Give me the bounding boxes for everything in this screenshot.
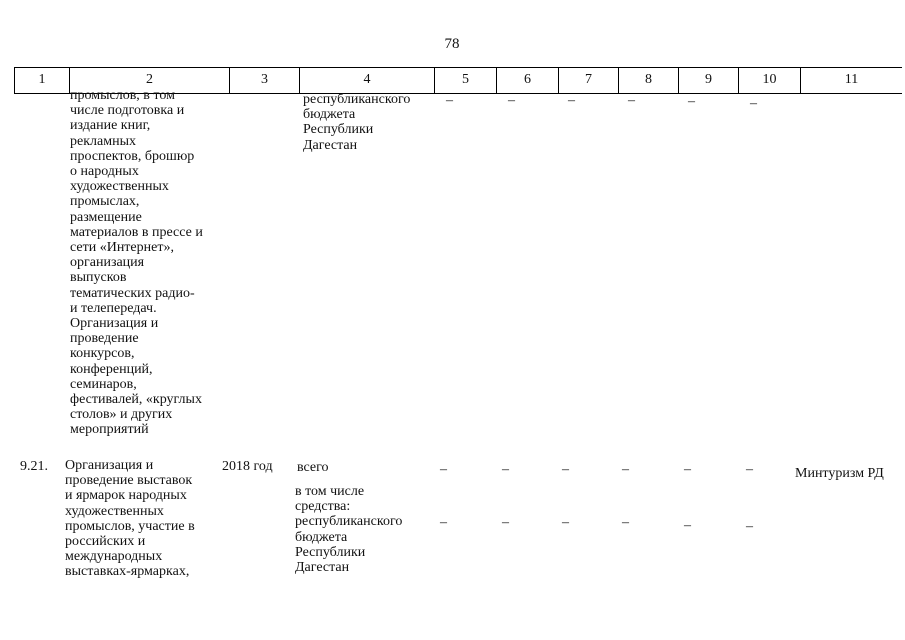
header-col-9: 9 bbox=[678, 68, 738, 93]
header-col-7: 7 bbox=[558, 68, 618, 93]
header-col-6: 6 bbox=[496, 68, 558, 93]
continued-row-value-5: – bbox=[446, 93, 453, 108]
continued-row-value-10: – bbox=[750, 96, 757, 111]
row-921-period: 2018 год bbox=[222, 459, 273, 474]
row-921-budget-value-8: – bbox=[622, 515, 629, 530]
continued-row-value-8: – bbox=[628, 93, 635, 108]
header-col-4: 4 bbox=[299, 68, 434, 93]
row-921-total-value-9: – bbox=[684, 462, 691, 477]
continued-row-value-6: – bbox=[508, 93, 515, 108]
row-921-budget-value-10: – bbox=[746, 519, 753, 534]
row-921-source-detail: в том числе средства: республиканского бюджета Республики Дагестан bbox=[295, 484, 403, 576]
row-921-number: 9.21. bbox=[20, 459, 48, 474]
continued-row-value-9: – bbox=[688, 94, 695, 109]
row-921-description: Организация и проведение выставок и ярмарок народных художественных промыслов, участие в российских и международных выставках-ярмарках, bbox=[65, 458, 195, 580]
row-921-total-value-6: – bbox=[502, 462, 509, 477]
header-col-5: 5 bbox=[434, 68, 496, 93]
row-921-budget-value-5: – bbox=[440, 515, 447, 530]
header-col-11: 11 bbox=[800, 68, 902, 93]
continued-row-description: промыслов, в том числе подготовка и издание книг, рекламных проспектов, брошюр о народных художественных промыслах, размещение материалов в прессе и сети «Интернет», организация выпусков тематических радио- и телепередач. Организация и проведение конкурсов, конференций, семинаров, фестивалей, «круглых столов» и других мероприятий bbox=[70, 88, 203, 438]
header-col-8: 8 bbox=[618, 68, 678, 93]
row-921-executor: Минтуризм РД bbox=[795, 466, 884, 481]
header-col-1: 1 bbox=[14, 68, 69, 93]
header-col-2: 2 bbox=[69, 68, 229, 93]
row-921-source-total: всего bbox=[297, 460, 329, 475]
header-col-10: 10 bbox=[738, 68, 800, 93]
page-number: 78 bbox=[444, 36, 460, 52]
header-col-3: 3 bbox=[229, 68, 299, 93]
row-921-budget-value-9: – bbox=[684, 518, 691, 533]
row-921-total-value-5: – bbox=[440, 462, 447, 477]
continued-row-source: республиканского бюджета Республики Дагестан bbox=[303, 92, 411, 153]
row-921-total-value-7: – bbox=[562, 462, 569, 477]
row-921-total-value-10: – bbox=[746, 462, 753, 477]
row-921-budget-value-6: – bbox=[502, 515, 509, 530]
row-921-budget-value-7: – bbox=[562, 515, 569, 530]
row-921-total-value-8: – bbox=[622, 462, 629, 477]
continued-row-value-7: – bbox=[568, 93, 575, 108]
